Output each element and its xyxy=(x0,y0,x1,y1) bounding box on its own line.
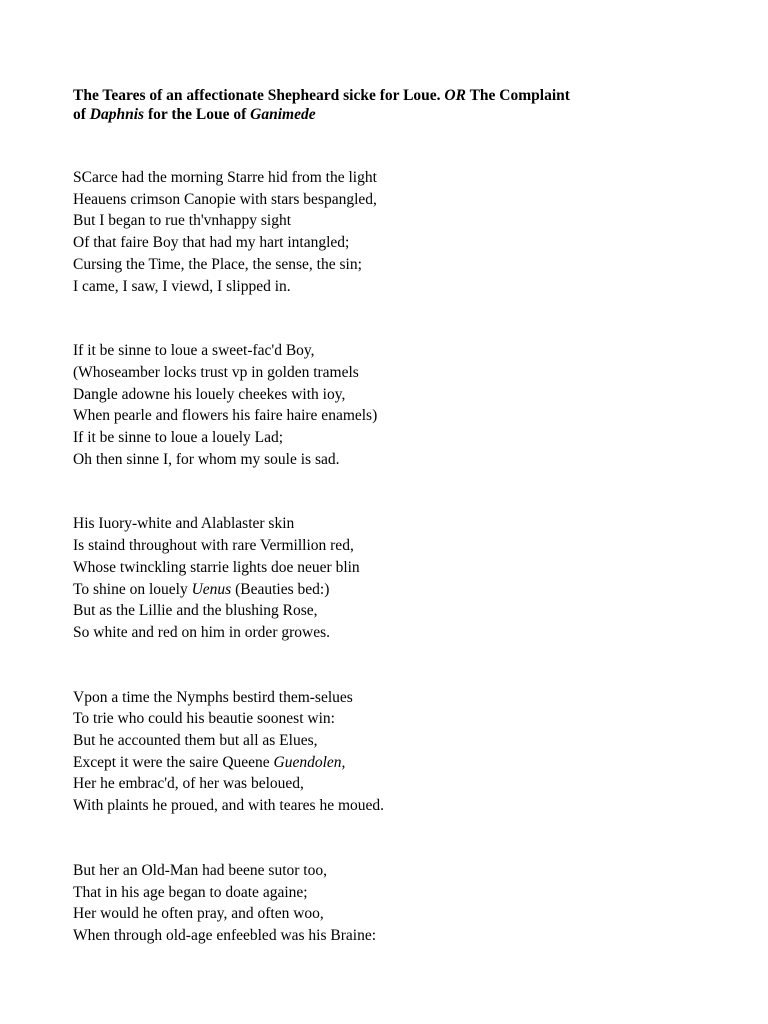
line-text: Except it were the saire Queene xyxy=(73,753,274,771)
title-of: of xyxy=(73,106,86,123)
line-italic-name: Uenus xyxy=(191,580,232,598)
title-part3: for the Loue of xyxy=(147,106,247,123)
poem-line: With plaints he proued, and with teares he moued. xyxy=(73,797,385,815)
document-page xyxy=(73,86,713,990)
poem-line: (Whoseamber locks trust vp in golden tramels xyxy=(73,363,359,381)
poem-line: If it be sinne to loue a sweet-fac'd Boy, xyxy=(73,342,315,360)
title-daphnis: Daphnis xyxy=(89,106,145,123)
poem-line: But he accounted them but all as Elues, xyxy=(73,732,318,750)
poem-line: Her would he often pray, and often woo, xyxy=(73,905,324,923)
poem-line: Is staind throughout with rare Vermillion red, xyxy=(73,537,354,555)
title-ganimede: Ganimede xyxy=(250,106,316,123)
poem-line: Dangle adowne his louely cheekes with ioy, xyxy=(73,385,346,403)
poem-line: Oh then sinne I, for whom my soule is sad. xyxy=(73,450,340,468)
stanza xyxy=(73,860,713,947)
poem-line: But as the Lillie and the blushing Rose, xyxy=(73,602,318,620)
poem-line: SCarce had the morning Starre hid from the light xyxy=(73,169,377,186)
poem-line: That in his age began to doate againe; xyxy=(73,883,308,901)
poem-line: Her he embrac'd, of her was beloued, xyxy=(73,775,304,793)
poem-line: When through old-age enfeebled was his Braine: xyxy=(73,926,377,944)
poem-line: When pearle and flowers his faire haire enamels) xyxy=(73,407,378,425)
stanza xyxy=(73,687,713,817)
line-text: To shine on louely xyxy=(73,580,192,598)
poem-line xyxy=(73,752,713,774)
stanza xyxy=(73,513,713,643)
poem-line: Whose twinckling starrie lights doe neuer blin xyxy=(73,558,360,576)
title-or: OR xyxy=(444,87,466,104)
title-part2: The Complaint xyxy=(469,87,570,104)
poem-line: His Iuory-white and Alablaster skin xyxy=(73,515,295,533)
poem-line: Cursing the Time, the Place, the sense, the sin; xyxy=(73,255,362,273)
title-part1: The Teares of an affectionate Shepheard sicke for Loue. xyxy=(73,87,441,104)
poem-line: But her an Old-Man had beene sutor too, xyxy=(73,861,327,879)
poem-body xyxy=(73,167,713,947)
poem-line: If it be sinne to loue a louely Lad; xyxy=(73,429,284,447)
poem-line: Of that faire Boy that had my hart intangled; xyxy=(73,234,350,252)
poem-title xyxy=(73,86,713,124)
poem-line: But I began to rue th'vnhappy sight xyxy=(73,212,292,230)
line-italic-name: Guendolen, xyxy=(273,753,346,771)
stanza xyxy=(73,340,713,470)
line-text: (Beauties bed:) xyxy=(231,580,330,598)
poem-line: So white and red on him in order growes. xyxy=(73,623,330,641)
poem-line xyxy=(73,579,713,601)
stanza xyxy=(73,167,713,297)
poem-line: Vpon a time the Nymphs bestird them-selues xyxy=(73,688,353,706)
poem-line: Heauens crimson Canopie with stars bespangled, xyxy=(73,190,377,208)
poem-line: I came, I saw, I viewd, I slipped in. xyxy=(73,277,291,295)
poem-line: To trie who could his beautie soonest win: xyxy=(73,710,335,728)
